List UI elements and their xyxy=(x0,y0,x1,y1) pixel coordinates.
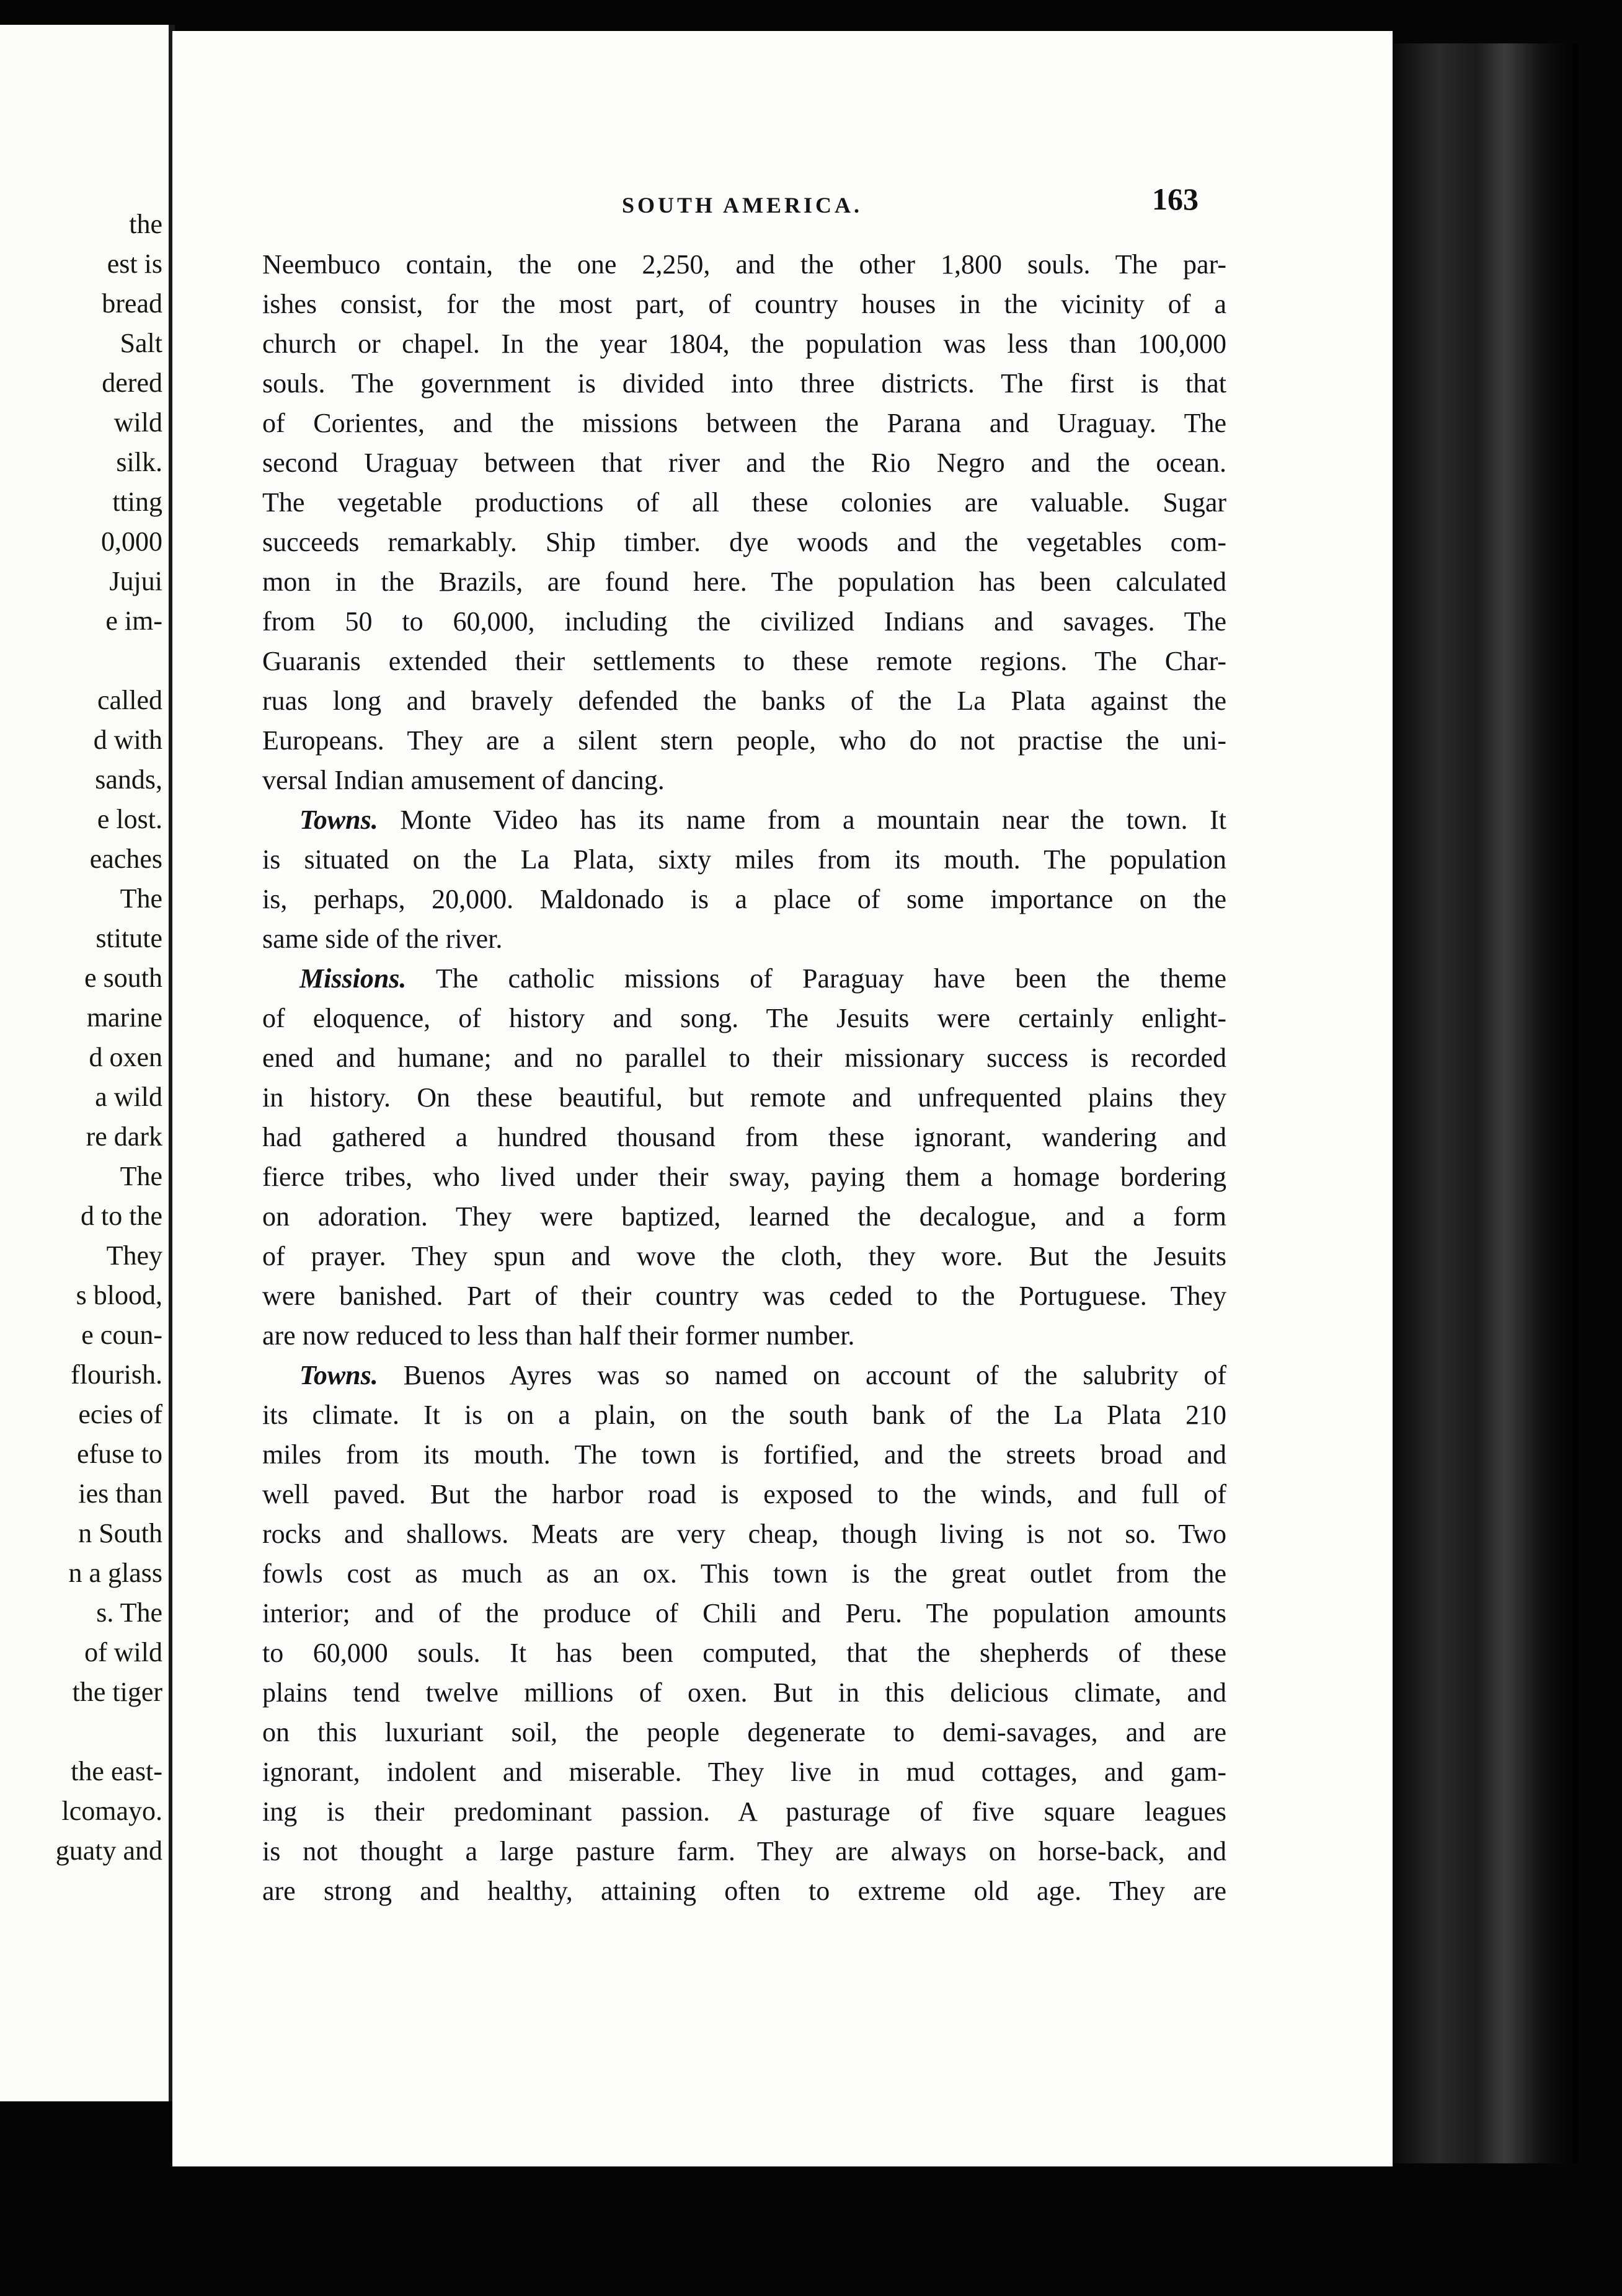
section-heading: Towns. xyxy=(299,805,378,835)
text-line: Neembuco contain, the one 2,250, and the other 1,800 souls. The par- xyxy=(262,249,1226,280)
text-line: versal Indian amusement of dancing. xyxy=(262,765,665,795)
facing-page-line: 0,000 xyxy=(101,526,162,557)
text-line: of prayer. They spun and wove the cloth, they wore. But the Jesuits xyxy=(262,1241,1226,1271)
facing-page-line: The xyxy=(120,883,162,914)
book-page xyxy=(172,31,1393,2166)
facing-page-line: d oxen xyxy=(89,1042,162,1072)
text-line: souls. The government is divided into three districts. The first is that xyxy=(262,368,1226,399)
text-line: second Uraguay between that river and the Rio Negro and the ocean. xyxy=(262,448,1226,478)
text-line: had gathered a hundred thousand from these ignorant, wandering and xyxy=(262,1122,1226,1152)
text-line: rocks and shallows. Meats are very cheap, though living is not so. Two xyxy=(262,1519,1226,1549)
facing-page-line: re dark xyxy=(86,1121,162,1152)
facing-page-line: d with xyxy=(93,725,162,755)
text-line: interior; and of the produce of Chili and Peru. The population amounts xyxy=(262,1598,1226,1628)
facing-page-fragment xyxy=(0,25,175,2101)
text-line: in history. On these beautiful, but remote and unfrequented plains they xyxy=(262,1082,1226,1113)
text-line: ignorant, indolent and miserable. They live in mud cottages, and gam- xyxy=(262,1757,1226,1787)
facing-page-line: of wild xyxy=(84,1637,162,1667)
text-line: ing is their predominant passion. A pasturage of five square leagues xyxy=(262,1796,1226,1827)
text-line: fierce tribes, who lived under their sway, paying them a homage bordering xyxy=(262,1162,1226,1192)
facing-page-line: lcomayo. xyxy=(61,1796,162,1826)
facing-page-line: silk. xyxy=(116,447,162,477)
facing-page-line: Salt xyxy=(120,328,162,358)
text-line: are strong and healthy, attaining often to extreme old age. They are xyxy=(262,1876,1226,1906)
facing-page-line: dered xyxy=(102,368,162,398)
page-edge-shadow xyxy=(1393,43,1579,2163)
text-line xyxy=(262,959,1226,999)
text-line: were banished. Part of their country was ceded to the Portuguese. They xyxy=(262,1281,1226,1311)
text-line xyxy=(262,1356,1226,1395)
facing-page-line: the xyxy=(129,209,162,239)
facing-page-line: ecies of xyxy=(78,1399,162,1429)
facing-page-line: est is xyxy=(107,249,162,279)
facing-page-line: flourish. xyxy=(71,1359,162,1390)
text-line: mon in the Brazils, are found here. The population has been calculated xyxy=(262,567,1226,597)
facing-page-line: marine xyxy=(86,1002,162,1033)
facing-page-line: The xyxy=(120,1161,162,1191)
text-line: is situated on the La Plata, sixty miles from its mouth. The population xyxy=(262,844,1226,875)
facing-page-line: n South xyxy=(78,1518,162,1548)
facing-page-line: sands, xyxy=(95,764,162,795)
text-line: are now reduced to less than half their former number. xyxy=(262,1320,855,1351)
text-line: ishes consist, for the most part, of country houses in the vicinity of a xyxy=(262,289,1226,319)
facing-page-line: wild xyxy=(113,407,162,438)
facing-page-line: the east- xyxy=(71,1756,162,1786)
text-line: Europeans. They are a silent stern people, who do not practise the uni- xyxy=(262,725,1226,756)
text-line: of Corientes, and the missions between the Parana and Uraguay. The xyxy=(262,408,1226,438)
facing-page-line: stitute xyxy=(95,923,162,953)
text-line: to 60,000 souls. It has been computed, that the shepherds of these xyxy=(262,1638,1226,1668)
text-line: plains tend twelve millions of oxen. But in this delicious climate, and xyxy=(262,1677,1226,1708)
facing-page-line: guaty and xyxy=(55,1835,162,1866)
facing-page-line: e lost. xyxy=(97,804,162,834)
facing-page-line: bread xyxy=(102,288,162,319)
text-line: its climate. It is on a plain, on the south bank of the La Plata 210 xyxy=(262,1400,1226,1430)
section-heading: Missions. xyxy=(299,963,407,994)
running-title: SOUTH AMERICA. xyxy=(622,193,863,218)
facing-page-line: s blood, xyxy=(76,1280,162,1310)
facing-page-line: e south xyxy=(84,963,162,993)
text-line: from 50 to 60,000, including the civilized Indians and savages. The xyxy=(262,606,1226,637)
text-line: church or chapel. In the year 1804, the population was less than 100,000 xyxy=(262,329,1226,359)
facing-page-line: ies than xyxy=(78,1478,162,1509)
facing-page-line: called xyxy=(97,685,162,715)
section-heading: Towns. xyxy=(299,1360,378,1390)
facing-page-line: tting xyxy=(112,487,162,517)
text-line: Guaranis extended their settlements to these remote regions. The Char- xyxy=(262,646,1226,676)
text-line: succeeds remarkably. Ship timber. dye woods and the vegetables com- xyxy=(262,527,1226,557)
facing-page-line: e coun- xyxy=(81,1320,162,1350)
text-line: is not thought a large pasture farm. They are always on horse-back, and xyxy=(262,1836,1226,1866)
facing-page-line: Jujui xyxy=(109,566,162,596)
line-text: The catholic missions of Paraguay have been the theme xyxy=(435,963,1226,994)
facing-page-line: They xyxy=(106,1240,162,1271)
facing-page-line: e im- xyxy=(105,606,162,636)
text-line: ruas long and bravely defended the banks of the La Plata against the xyxy=(262,686,1226,716)
facing-page-line: a wild xyxy=(95,1082,162,1112)
text-line: on this luxuriant soil, the people degenerate to demi-savages, and are xyxy=(262,1717,1226,1747)
text-line: on adoration. They were baptized, learned the decalogue, and a form xyxy=(262,1201,1226,1232)
facing-page-line: efuse to xyxy=(76,1439,162,1469)
text-line: fowls cost as much as an ox. This town is the great outlet from the xyxy=(262,1558,1226,1589)
text-line: The vegetable productions of all these colonies are valuable. Sugar xyxy=(262,487,1226,518)
text-line: ened and humane; and no parallel to their missionary success is recorded xyxy=(262,1043,1226,1073)
facing-page-line: n a glass xyxy=(68,1558,162,1588)
facing-page-line: d to the xyxy=(81,1201,162,1231)
page-number: 163 xyxy=(1152,182,1199,216)
text-line: of eloquence, of history and song. The Jesuits were certainly enlight- xyxy=(262,1003,1226,1033)
line-text: Buenos Ayres was so named on account of the salubrity of xyxy=(403,1360,1227,1390)
facing-page-line: eaches xyxy=(89,844,162,874)
text-line: miles from its mouth. The town is fortified, and the streets broad and xyxy=(262,1439,1226,1470)
text-line: same side of the river. xyxy=(262,924,503,954)
text-line: is, perhaps, 20,000. Maldonado is a place of some importance on the xyxy=(262,884,1226,914)
facing-page-line: the tiger xyxy=(72,1677,162,1707)
facing-page-line: s. The xyxy=(96,1597,162,1628)
line-text: Monte Video has its name from a mountain near the town. It xyxy=(400,805,1226,835)
text-line: well paved. But the harbor road is exposed to the winds, and full of xyxy=(262,1479,1226,1509)
text-line xyxy=(262,800,1226,840)
